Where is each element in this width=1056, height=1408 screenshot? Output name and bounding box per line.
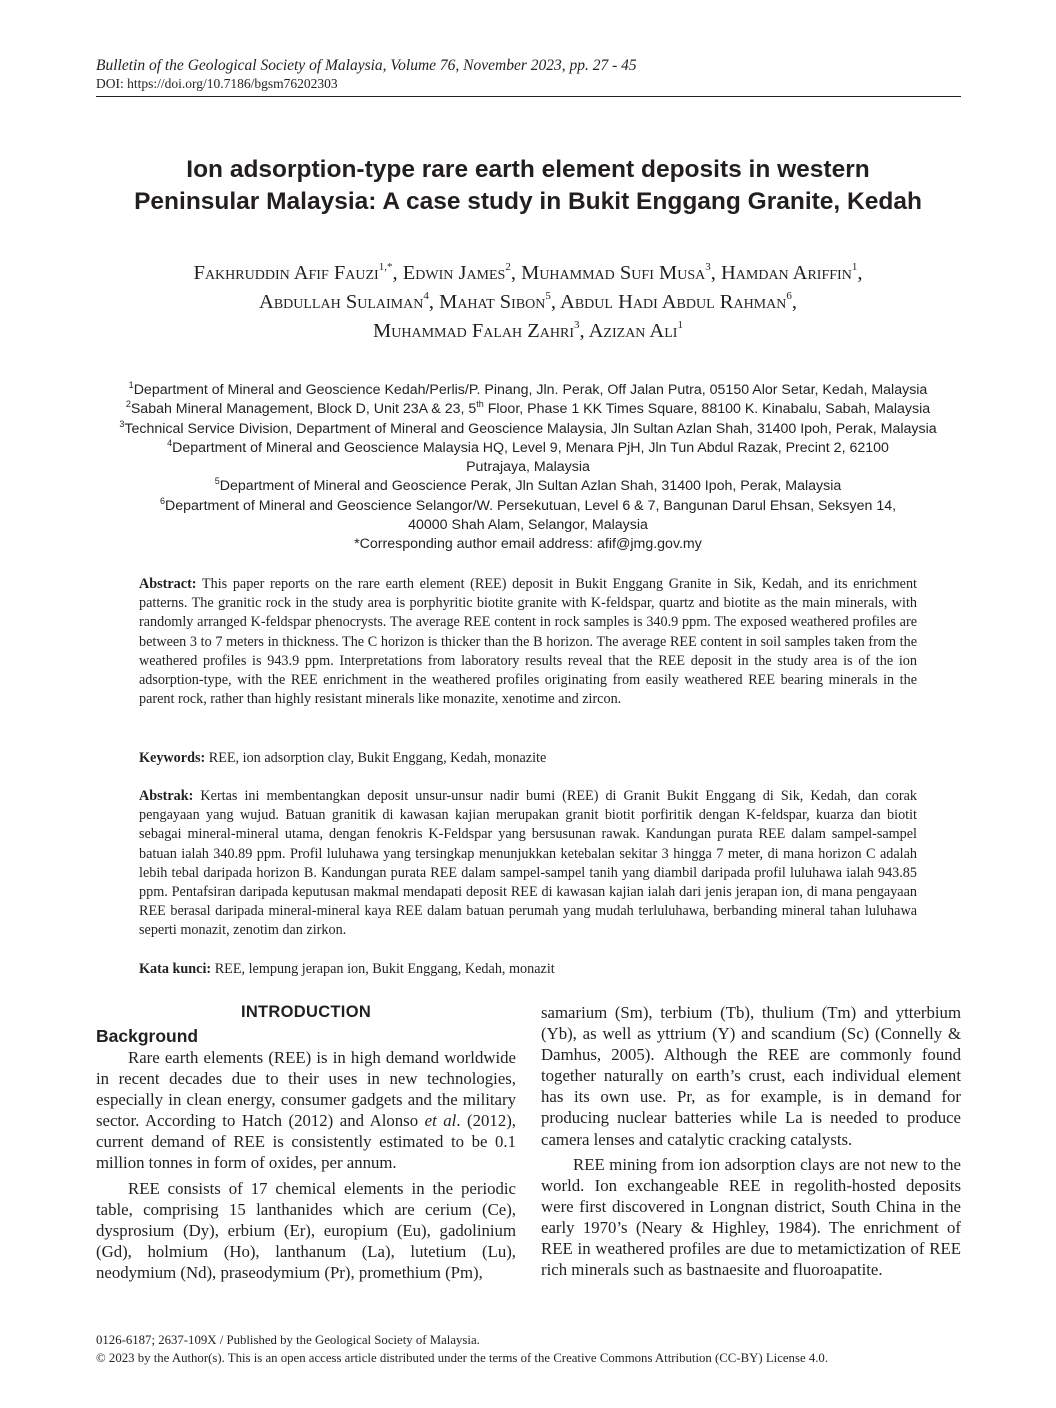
page-footer <box>96 1332 976 1367</box>
affiliation-text: 40000 Shah Alam, Selangor, Malaysia <box>408 517 648 534</box>
keywords-text: REE, ion adsorption clay, Bukit Enggang, Kedah, monazite <box>205 750 547 766</box>
title-line-1: Ion adsorption-type rare earth element deposits in western <box>186 156 870 183</box>
author-name: Muhammad Sufi Musa <box>521 262 706 284</box>
affiliation-4 <box>88 439 968 478</box>
header-divider <box>96 96 961 97</box>
keywords-malay <box>139 960 917 979</box>
affiliation-mark: 5 <box>214 476 220 487</box>
license-line: © 2023 by the Author(s). This is an open access article distributed under the terms of the Creative Commons Attribution (CC-BY) License 4.0. <box>96 1350 829 1365</box>
affiliation-3 <box>88 420 968 439</box>
affiliation-6 <box>88 497 968 536</box>
issn-publisher-line: 0126-6187; 2637-109X / Published by the Geological Society of Malaysia. <box>96 1333 480 1347</box>
affiliation-text: Sabah Mineral Management, Block D, Unit 23A & 23, 5 <box>130 401 477 418</box>
author-affiliation-mark: 1 <box>677 319 683 331</box>
affiliation-2 <box>88 400 968 419</box>
paragraph-text: . (2012), current demand of REE is consistently estimated to be 0.1 million tonnes in form of oxides, per annum. <box>96 1111 516 1173</box>
paragraph: REE consists of 17 chemical elements in the periodic table, comprising 15 lanthanides which are cerium (Ce), dysprosium (Dy), erbium (Er), europium (Eu), gadolinium (Gd), holmium (Ho), lanthanum (La), lutetium (Lu), neodymium (Nd), praseodymium (Pr), promethium (Pm), <box>96 1178 516 1282</box>
author-name: Abdullah Sulaiman <box>259 291 424 313</box>
body-column-left <box>96 1002 516 1283</box>
paragraph: samarium (Sm), terbium (Tb), thulium (Tm) and ytterbium (Yb), as well as yttrium (Y) and scandium (Sc) (Connelly & Damhus, 2005). Although the REE are commonly found together naturally on earth’s crust, each individual element has its own use. Pr, as for example, is in demand for producing nuclear batteries while La is needed to produce camera lenses and catalytic cracking catalysts. <box>541 1003 961 1149</box>
abstract-english <box>139 575 917 709</box>
section-heading-introduction: INTRODUCTION <box>240 1003 372 1021</box>
affiliation-mark: 1 <box>128 380 134 390</box>
author-line-1: Fakhruddin Afif Fauzi$^{1,*}$, Edwin James$^2$, Muhammad Sufi Musa$^3$, Hamdan Ariffin$^1$, <box>193 261 863 284</box>
abstract-malay <box>139 787 917 941</box>
affiliation-text: Technical Service Division, Department of Mineral and Geoscience Malaysia, Jln Sultan Azlan Shah, 31400 Ipoh, Perak, Malaysia <box>124 420 937 437</box>
abstrak-label: Abstrak: <box>139 788 194 804</box>
journal-citation: Bulletin of the Geological Society of Malaysia, Volume 76, November 2023, pp. 27 - 45 <box>96 57 637 74</box>
affiliation-text: Department of Mineral and Geoscience Kedah/Perlis/P. Pinang, Jln. Perak, Off Jalan Putra, 05150 Alor Setar, Kedah, Malaysia <box>133 382 928 398</box>
author-affiliation-mark: 6 <box>786 290 792 302</box>
author-line-2: Abdullah Sulaiman$^4$, Mahat Sibon$^5$, Abdul Hadi Abdul Rahman$^6$, <box>259 290 797 313</box>
author-name: Azizan Ali <box>588 320 678 342</box>
paragraph-italic: et al <box>424 1111 457 1131</box>
subsection-heading-background: Background <box>96 1026 199 1046</box>
ordinal-suffix: th <box>476 399 484 410</box>
abstract-label: Abstract: <box>139 576 197 592</box>
author-affiliation-mark: 3 <box>574 319 580 331</box>
author-affiliation-mark: 3 <box>705 261 711 273</box>
affiliation-mark: 2 <box>125 399 131 410</box>
affiliation-mark: 4 <box>167 437 173 448</box>
body-column-right <box>541 1002 961 1280</box>
author-affiliation-mark: 1,* <box>378 261 393 273</box>
abstrak-text: Kertas ini membentangkan deposit unsur-unsur nadir bumi (REE) di Granit Bukit Enggang di Sik, Kedah, dan corak pengayaan yang wujud. Batuan granitik di kawasan kajian merupakan granit biotit porfiritik dengan K-feldspar, kuarza dan biotit sebagai mineral-mineral utama, dengan fenokris K-Feldspar yang bersusunan rawak. Kandungan purata REE dalam sampel-sampel batuan ialah 340.89 ppm. Profil luluhawa yang tersingkap menunjukkan ketebalan sekitar 3 hingga 7 meter, di mana horizon C adalah lebih tebal daripada horizon B. Kandungan purata REE dalam sampel-sampel tanih yang diambil daripada profil luluhawa ialah 943.85 ppm. Pentafsiran daripada keputusan makmal mendapati deposit REE di kawasan kajian ialah dari jenis jerapan ion, di mana pengayaan REE berasal daripada mineral-mineral kaya REE dalam batuan perumah yang mudah terluluhawa, berbanding mineral tahan luluhawa seperti monazit, zenotim dan zirkon. <box>139 788 917 939</box>
corresponding-author[interactable]: *Corresponding author email address: afif@jmg.gov.my <box>354 536 702 553</box>
author-list <box>60 259 996 346</box>
author-affiliation-mark: 2 <box>505 261 511 273</box>
author-name: Edwin James <box>402 262 506 284</box>
running-header <box>96 56 962 92</box>
keywords-english <box>139 749 917 768</box>
affiliation-text: Department of Mineral and Geoscience Malaysia HQ, Level 9, Menara PjH, Jln Tun Abdul Razak, Precint 2, 62100 <box>172 439 889 456</box>
author-affiliation-mark: 4 <box>423 290 429 302</box>
affiliation-list <box>88 381 968 555</box>
kata-kunci-text: REE, lempung jerapan ion, Bukit Enggang, Kedah, monazit <box>211 961 555 977</box>
affiliation-5 <box>88 477 968 496</box>
author-name: Muhammad Falah Zahri <box>373 320 574 342</box>
affiliation-mark: 6 <box>159 495 165 506</box>
affiliation-text: Floor, Phase 1 KK Times Square, 88100 K. Kinabalu, Sabah, Malaysia <box>483 401 931 418</box>
author-line-3: Muhammad Falah Zahri$^3$, Azizan Ali$^1$ <box>373 319 683 342</box>
affiliation-text: Department of Mineral and Geoscience Perak, Jln Sultan Azlan Shah, 31400 Ipoh, Perak, Malaysia <box>219 478 842 495</box>
affiliation-mark: 3 <box>119 418 125 429</box>
title-line-2: Peninsular Malaysia: A case study in Bukit Enggang Granite, Kedah <box>134 188 922 215</box>
author-affiliation-mark: 5 <box>545 290 551 302</box>
doi-link[interactable]: DOI: https://doi.org/10.7186/bgsm76202303 <box>96 76 338 91</box>
affiliation-text: Department of Mineral and Geoscience Selangor/W. Persekutuan, Level 6 & 7, Bangunan Darul Ehsan, Seksyen 14, <box>164 497 897 514</box>
paper-title <box>60 154 996 218</box>
author-affiliation-mark: 1 <box>851 261 858 273</box>
author-name: Mahat Sibon <box>439 291 546 313</box>
author-name: Abdul Hadi Abdul Rahman <box>560 291 787 313</box>
paragraph <box>96 1047 516 1174</box>
author-name: Hamdan Ariffin <box>720 262 852 284</box>
paragraph: REE mining from ion adsorption clays are not new to the world. Ion exchangeable REE in regolith-hosted deposits were first discovered in Longnan district, South China in the early 1970’s (Neary & Highley, 1984). The enrichment of REE in weathered profiles are due to metamictization of REE rich minerals such as bastnaesite and fluoroapatite. <box>541 1154 961 1280</box>
affiliation-1 <box>88 381 968 400</box>
keywords-label: Keywords: <box>139 750 206 766</box>
author-name: Fakhruddin Afif Fauzi <box>193 262 379 284</box>
paragraph-text: Rare earth elements (REE) is in high demand worldwide in recent decades due to their uses in new technologies, especially in clean energy, consumer gadgets and the military sector. According to Hatch (2012) and Alonso <box>96 1048 516 1131</box>
kata-kunci-label: Kata kunci: <box>139 961 212 977</box>
abstract-text: This paper reports on the rare earth element (REE) deposit in Bukit Enggang Granite in Sik, Kedah, and its enrichment patterns. The granitic rock in the study area is porphyritic biotite granite with K-feldspar, quartz and biotite as the main minerals, with randomly arranged K-feldspar phenocrysts. The average REE content in rock samples is 340.9 ppm. The exposed weathered profiles are between 3 to 7 meters in thickness. The C horizon is thicker than the B horizon. The average REE content in soil samples taken from the weathered profiles is 943.9 ppm. Interpretations from laboratory results reveal that the REE deposit in the study area is of the ion adsorption-type, with the REE enrichment in the weathered profiles originating from easily weathered REE bearing minerals in the parent rock, rather than highly resistant minerals like monazite, xenotime and zircon. <box>139 576 917 708</box>
affiliation-text: Putrajaya, Malaysia <box>466 459 590 476</box>
